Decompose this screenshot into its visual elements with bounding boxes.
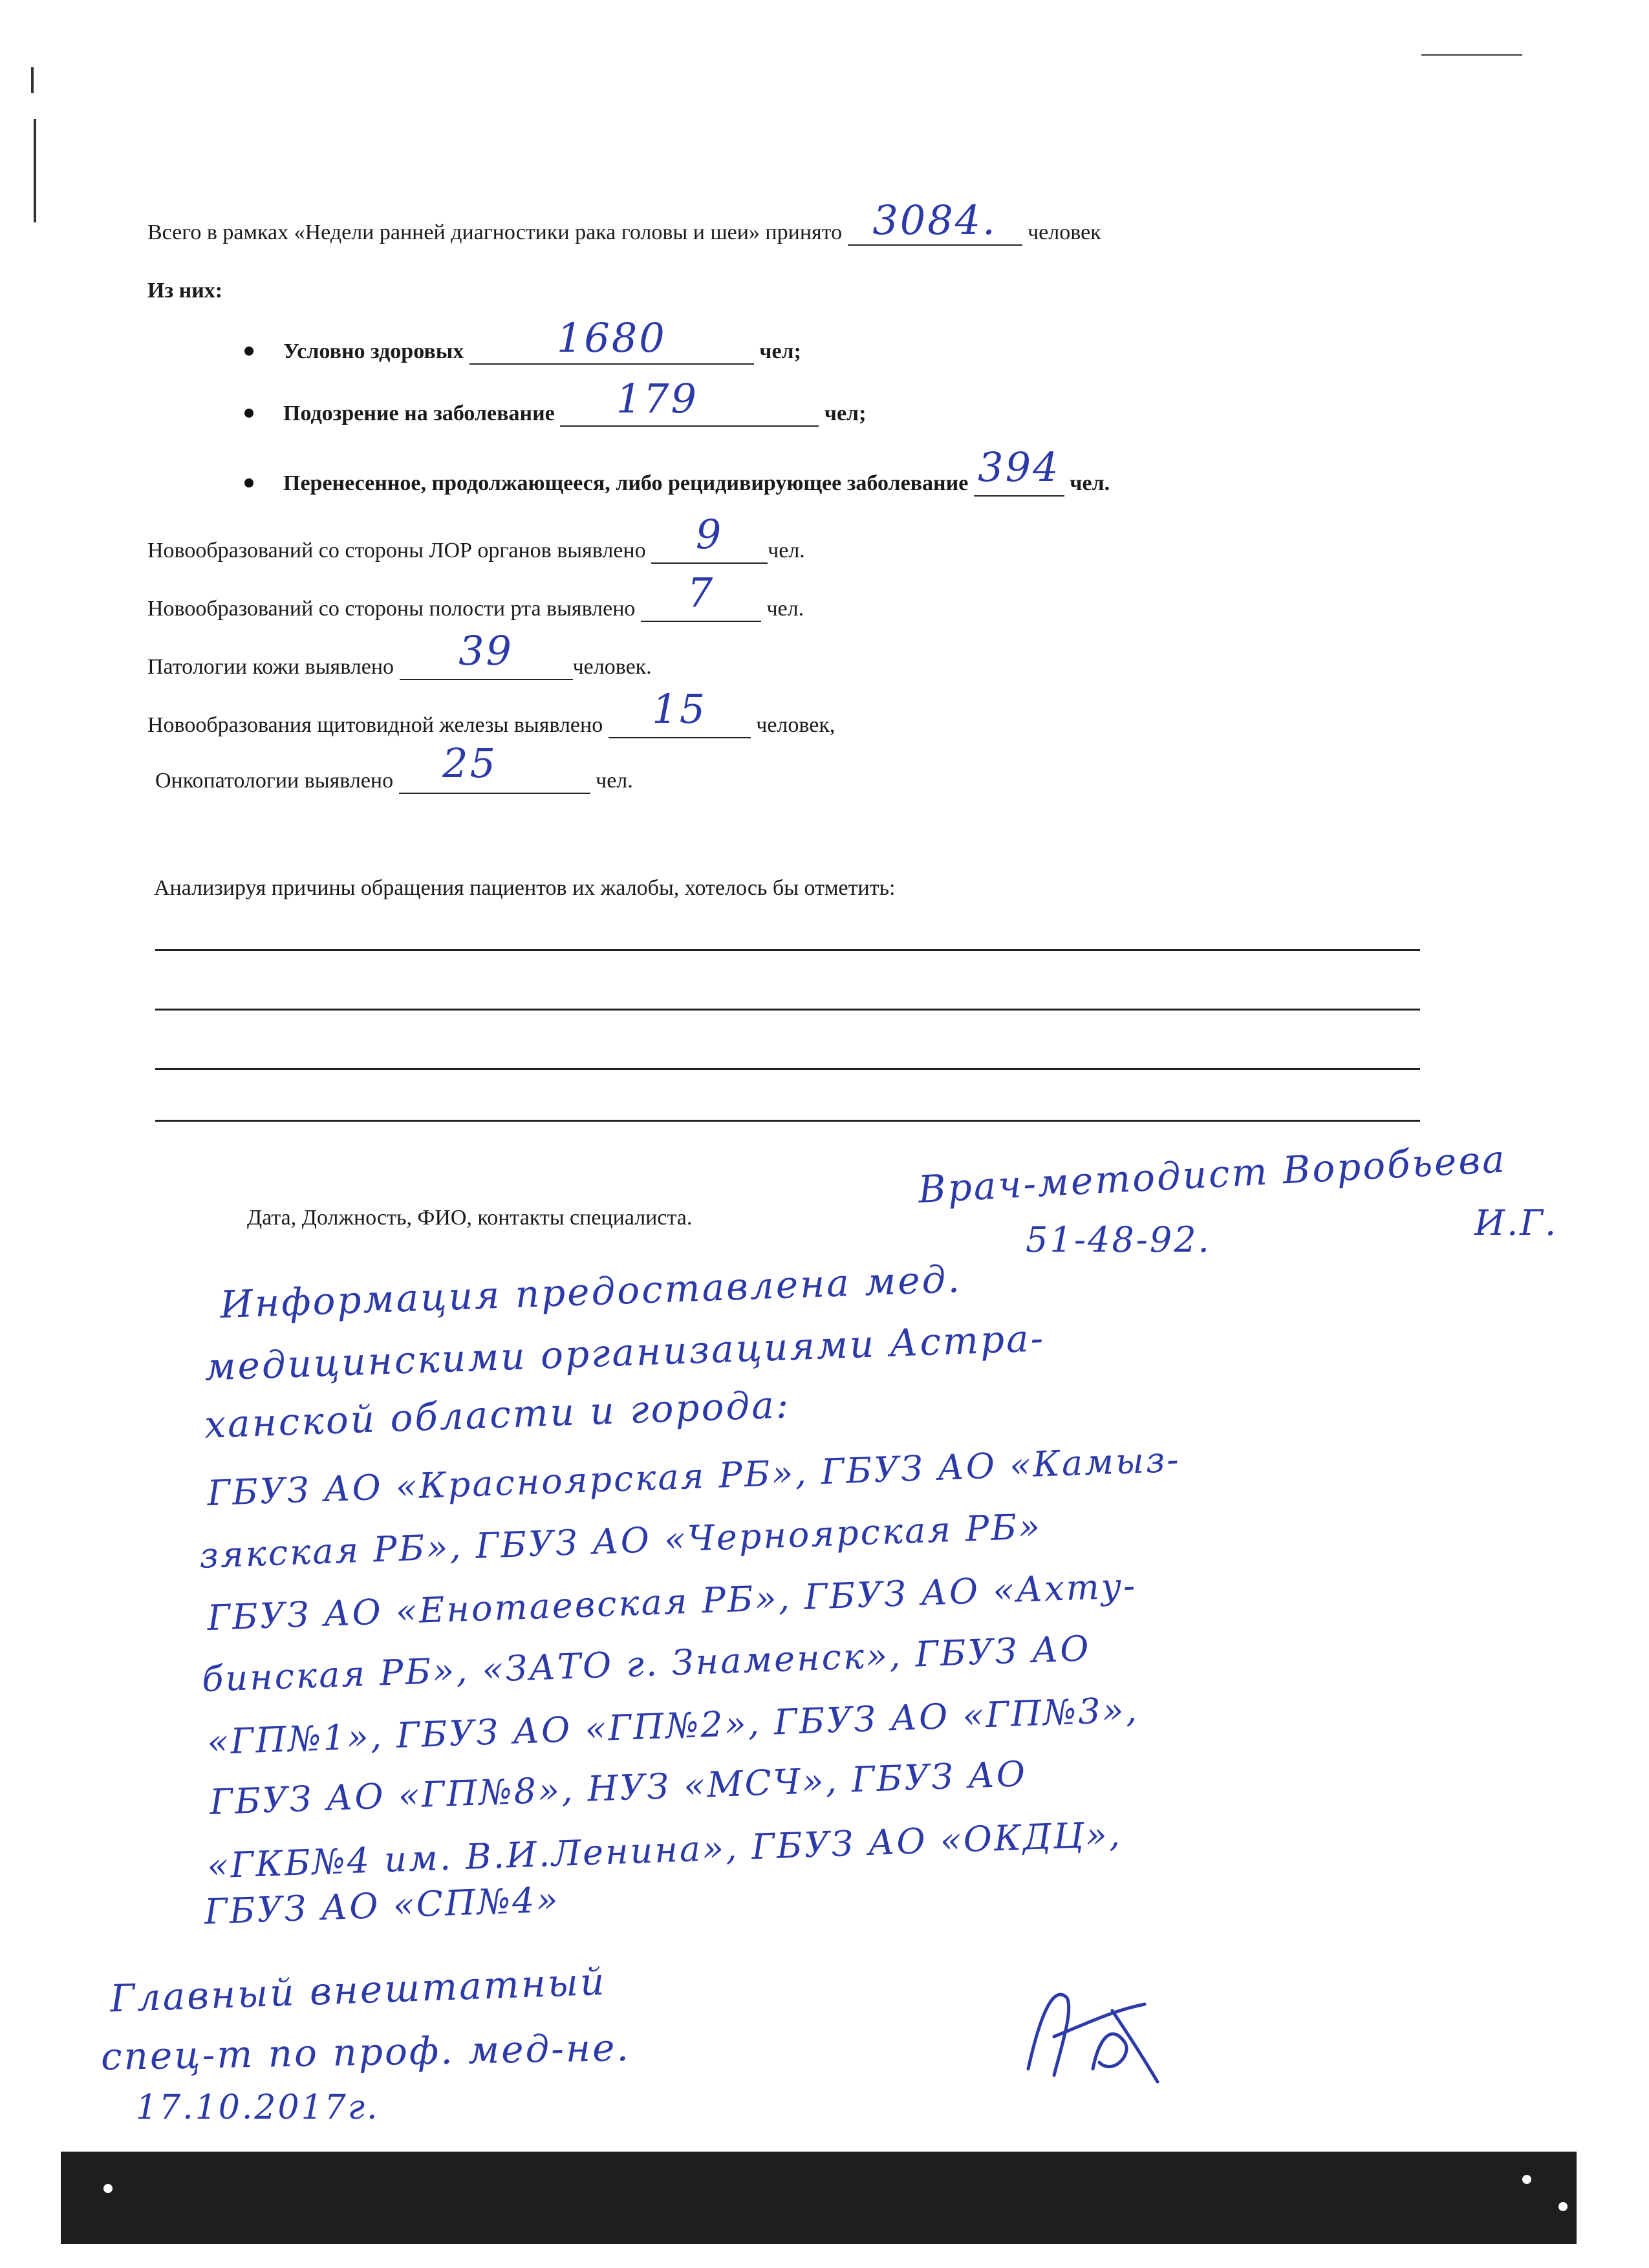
footer-dot	[1558, 2202, 1568, 2211]
note-line: ГБУЗ АО «СП№4»	[204, 1879, 561, 1932]
margin-mark	[31, 67, 34, 93]
item-value: 179	[616, 375, 698, 422]
note-line: зякская РБ», ГБУЗ АО «Черноярская РБ»	[199, 1506, 1043, 1576]
total-line	[147, 197, 1101, 246]
signature-title-line1: Главный внештатный	[109, 1959, 607, 2021]
note-line: Информация предоставлена мед.	[219, 1257, 962, 1327]
footer-dot	[103, 2184, 113, 2193]
analysis-line	[155, 1009, 1420, 1011]
finding-unit: чел.	[768, 539, 805, 562]
finding-oral	[147, 569, 804, 622]
finding-blank	[400, 627, 573, 680]
of-them-label: Из них:	[147, 279, 223, 303]
total-prefix: Всего в рамках «Недели ранней диагностики рака головы и шеи» принято	[147, 220, 843, 244]
signature-mark	[1015, 1972, 1170, 2088]
finding-thyroid	[147, 685, 835, 738]
footer-dot	[1522, 2175, 1531, 2184]
note-line: «ГП№1», ГБУЗ АО «ГП№2», ГБУЗ АО «ГП№3»,	[206, 1689, 1139, 1763]
contacts-hw-position: Врач-методист Воробьева	[917, 1137, 1508, 1212]
contacts-hw-phone: 51-48-92.	[1026, 1219, 1211, 1260]
finding-value: 39	[458, 627, 514, 674]
finding-label: Онкопатологии выявлено	[155, 769, 394, 793]
finding-value: 9	[695, 511, 724, 558]
item-blank	[974, 444, 1064, 497]
finding-blank	[641, 569, 761, 622]
scan-footer-band	[61, 2152, 1577, 2244]
contacts-hw-initials: И.Г.	[1474, 1203, 1558, 1243]
note-line: бинская РБ», «ЗАТО г. Знаменск», ГБУЗ АО	[201, 1628, 1092, 1700]
note-line: ханской области и города:	[204, 1382, 792, 1447]
note-line: ГБУЗ АО «Красноярская РБ», ГБУЗ АО «Камыз-	[206, 1439, 1181, 1514]
finding-label: Новообразования щитовидной железы выявлено	[147, 713, 603, 737]
finding-blank	[399, 740, 590, 794]
note-line: «ГКБ№4 им. В.И.Ленина», ГБУЗ АО «ОКДЦ»,	[206, 1813, 1123, 1887]
item-label: Условно здоровых	[283, 339, 464, 363]
finding-unit: человек,	[756, 713, 835, 737]
signature-date: 17.10.2017г.	[136, 2088, 380, 2127]
finding-value: 15	[652, 685, 707, 733]
finding-skin	[147, 627, 652, 680]
total-suffix: человек	[1028, 220, 1101, 244]
item-blank	[560, 375, 819, 427]
analysis-line	[155, 1120, 1420, 1122]
note-line: ГБУЗ АО «Енотаевская РБ», ГБУЗ АО «Ахту-	[206, 1565, 1138, 1639]
finding-oncology	[155, 740, 633, 794]
item-unit: чел;	[824, 401, 867, 425]
finding-unit: чел.	[766, 597, 804, 621]
item-label: Подозрение на заболевание	[283, 401, 555, 425]
finding-ent	[147, 511, 805, 564]
finding-unit: чел.	[596, 769, 633, 793]
total-value: 3084.	[872, 197, 997, 244]
analysis-line	[155, 1068, 1420, 1070]
item-value: 394	[978, 444, 1061, 491]
analysis-line	[155, 949, 1420, 951]
item-label: Перенесенное, продолжающееся, либо рецидивирующее заболевание	[283, 471, 969, 495]
item-unit: чел;	[759, 339, 801, 363]
bullet-icon	[244, 347, 253, 356]
total-blank	[848, 197, 1022, 246]
finding-value: 7	[687, 569, 715, 616]
finding-value: 25	[442, 740, 498, 787]
finding-label: Патологии кожи выявлено	[147, 655, 394, 679]
signature-title-line2: спец-т по проф. мед-не.	[100, 2025, 631, 2079]
contacts-label: Дата, Должность, ФИО, контакты специалиста.	[247, 1206, 693, 1230]
margin-mark	[34, 119, 36, 222]
note-line: медицинскими организациями Астра-	[204, 1316, 1046, 1389]
header-rule	[1421, 54, 1522, 56]
analysis-prompt: Анализируя причины обращения пациентов их жалобы, хотелось бы отметить:	[154, 876, 896, 900]
bullet-icon	[244, 409, 253, 418]
bullet-icon	[244, 478, 253, 487]
finding-label: Новообразований со стороны ЛОР органов выявлено	[147, 539, 646, 562]
note-line: ГБУЗ АО «ГП№8», НУЗ «МСЧ», ГБУЗ АО	[209, 1753, 1028, 1823]
finding-blank	[651, 511, 768, 564]
finding-unit: человек.	[572, 655, 652, 679]
finding-blank	[609, 685, 751, 738]
item-blank	[469, 314, 754, 365]
finding-label: Новообразований со стороны полости рта выявлено	[147, 597, 636, 621]
item-unit: чел.	[1070, 471, 1110, 495]
item-value: 1680	[556, 314, 667, 361]
